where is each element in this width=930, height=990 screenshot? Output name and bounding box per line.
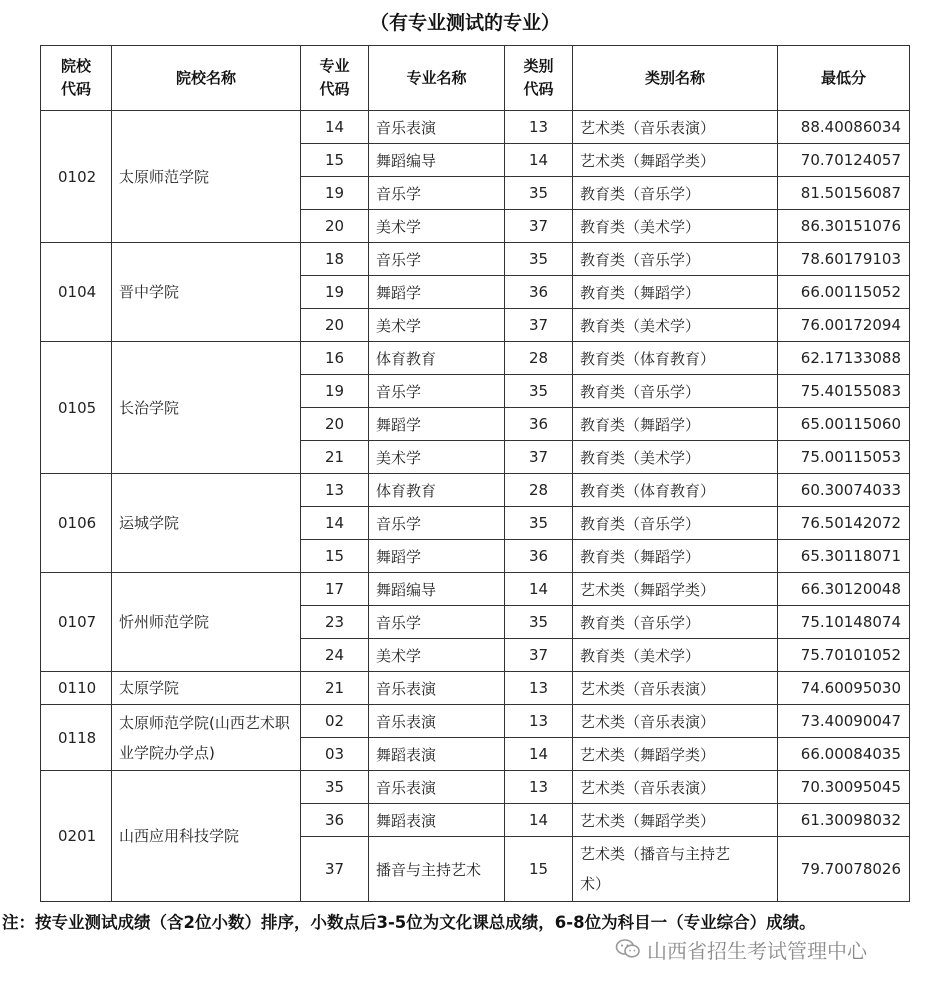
category-code-cell: 15 bbox=[505, 837, 573, 902]
school-code-cell: 0110 bbox=[41, 672, 112, 705]
category-code-cell: 36 bbox=[505, 540, 573, 573]
major-code-cell: 23 bbox=[301, 606, 369, 639]
category-name-cell: 教育类（美术学） bbox=[573, 441, 778, 474]
category-code-cell: 14 bbox=[505, 144, 573, 177]
category-name-cell: 教育类（美术学） bbox=[573, 210, 778, 243]
school-code-cell: 0107 bbox=[41, 573, 112, 672]
school-code-cell: 0104 bbox=[41, 243, 112, 342]
category-code-cell: 14 bbox=[505, 804, 573, 837]
school-name-cell: 长治学院 bbox=[112, 342, 301, 474]
category-name-cell: 艺术类（舞蹈学类） bbox=[573, 573, 778, 606]
school-name-cell: 山西应用科技学院 bbox=[112, 771, 301, 902]
major-name-cell: 舞蹈编导 bbox=[369, 144, 505, 177]
school-name-cell: 太原师范学院 bbox=[112, 111, 301, 243]
major-code-cell: 24 bbox=[301, 639, 369, 672]
min-score-cell: 76.50142072 bbox=[778, 507, 910, 540]
major-code-cell: 15 bbox=[301, 144, 369, 177]
min-score-cell: 66.00115052 bbox=[778, 276, 910, 309]
school-name-cell: 太原师范学院(山西艺术职业学院办学点) bbox=[112, 705, 301, 771]
major-name-cell: 音乐表演 bbox=[369, 672, 505, 705]
major-name-cell: 播音与主持艺术 bbox=[369, 837, 505, 902]
major-code-cell: 18 bbox=[301, 243, 369, 276]
category-code-cell: 14 bbox=[505, 738, 573, 771]
category-name-cell: 教育类（音乐学） bbox=[573, 606, 778, 639]
min-score-cell: 65.30118071 bbox=[778, 540, 910, 573]
min-score-cell: 60.30074033 bbox=[778, 474, 910, 507]
major-code-cell: 13 bbox=[301, 474, 369, 507]
major-name-cell: 舞蹈学 bbox=[369, 408, 505, 441]
category-code-cell: 35 bbox=[505, 507, 573, 540]
major-code-cell: 14 bbox=[301, 507, 369, 540]
category-name-cell: 教育类（体育教育） bbox=[573, 474, 778, 507]
category-code-cell: 36 bbox=[505, 276, 573, 309]
min-score-cell: 73.40090047 bbox=[778, 705, 910, 738]
category-code-cell: 37 bbox=[505, 309, 573, 342]
category-code-cell: 13 bbox=[505, 705, 573, 738]
major-code-cell: 19 bbox=[301, 276, 369, 309]
footnote: 注：按专业测试成绩（含2位小数）排序，小数点后3-5位为文化课总成绩，6-8位为科目一（专业综合）成绩。 bbox=[2, 913, 816, 932]
min-score-cell: 61.30098032 bbox=[778, 804, 910, 837]
major-code-cell: 14 bbox=[301, 111, 369, 144]
min-score-cell: 62.17133088 bbox=[778, 342, 910, 375]
major-name-cell: 音乐学 bbox=[369, 606, 505, 639]
major-code-cell: 20 bbox=[301, 408, 369, 441]
min-score-cell: 86.30151076 bbox=[778, 210, 910, 243]
school-name-cell: 运城学院 bbox=[112, 474, 301, 573]
min-score-cell: 75.00115053 bbox=[778, 441, 910, 474]
header-category-code: 类别 代码 bbox=[505, 46, 573, 111]
min-score-cell: 70.30095045 bbox=[778, 771, 910, 804]
category-name-cell: 教育类（美术学） bbox=[573, 309, 778, 342]
major-name-cell: 美术学 bbox=[369, 309, 505, 342]
major-code-cell: 03 bbox=[301, 738, 369, 771]
major-name-cell: 音乐学 bbox=[369, 177, 505, 210]
major-code-cell: 16 bbox=[301, 342, 369, 375]
table-row bbox=[41, 672, 910, 705]
major-name-cell: 美术学 bbox=[369, 441, 505, 474]
category-name-cell: 教育类（舞蹈学） bbox=[573, 276, 778, 309]
category-code-cell: 37 bbox=[505, 639, 573, 672]
major-name-cell: 舞蹈学 bbox=[369, 276, 505, 309]
category-name-cell: 教育类（舞蹈学） bbox=[573, 540, 778, 573]
watermark-text: 山西省招生考试管理中心 bbox=[647, 938, 867, 963]
major-code-cell: 19 bbox=[301, 177, 369, 210]
major-name-cell: 体育教育 bbox=[369, 474, 505, 507]
page-title: （有专业测试的专业） bbox=[369, 12, 560, 34]
min-score-cell: 75.40155083 bbox=[778, 375, 910, 408]
category-code-cell: 35 bbox=[505, 177, 573, 210]
min-score-cell: 66.30120048 bbox=[778, 573, 910, 606]
category-code-cell: 37 bbox=[505, 210, 573, 243]
table-header-row bbox=[41, 46, 910, 111]
school-code-cell: 0105 bbox=[41, 342, 112, 474]
major-code-cell: 20 bbox=[301, 210, 369, 243]
major-code-cell: 20 bbox=[301, 309, 369, 342]
category-name-cell: 艺术类（舞蹈学类） bbox=[573, 738, 778, 771]
min-score-cell: 75.70101052 bbox=[778, 639, 910, 672]
category-code-cell: 28 bbox=[505, 342, 573, 375]
category-name-cell: 艺术类（舞蹈学类） bbox=[573, 144, 778, 177]
major-name-cell: 舞蹈编导 bbox=[369, 573, 505, 606]
major-name-cell: 音乐表演 bbox=[369, 705, 505, 738]
min-score-cell: 78.60179103 bbox=[778, 243, 910, 276]
min-score-cell: 66.00084035 bbox=[778, 738, 910, 771]
min-score-cell: 70.70124057 bbox=[778, 144, 910, 177]
header-school-code: 院校 代码 bbox=[41, 46, 112, 111]
major-code-cell: 15 bbox=[301, 540, 369, 573]
table-row bbox=[41, 474, 910, 507]
major-name-cell: 音乐学 bbox=[369, 507, 505, 540]
major-name-cell: 音乐表演 bbox=[369, 111, 505, 144]
major-code-cell: 19 bbox=[301, 375, 369, 408]
school-name-cell: 忻州师范学院 bbox=[112, 573, 301, 672]
category-name-cell: 教育类（体育教育） bbox=[573, 342, 778, 375]
major-code-cell: 21 bbox=[301, 441, 369, 474]
min-score-cell: 81.50156087 bbox=[778, 177, 910, 210]
category-name-cell: 艺术类（音乐表演） bbox=[573, 771, 778, 804]
category-code-cell: 35 bbox=[505, 606, 573, 639]
category-name-cell: 教育类（音乐学） bbox=[573, 177, 778, 210]
school-code-cell: 0201 bbox=[41, 771, 112, 902]
admission-score-table bbox=[40, 45, 910, 902]
school-name-cell: 太原学院 bbox=[112, 672, 301, 705]
table-row bbox=[41, 705, 910, 738]
major-name-cell: 舞蹈表演 bbox=[369, 738, 505, 771]
major-name-cell: 音乐学 bbox=[369, 375, 505, 408]
category-code-cell: 13 bbox=[505, 771, 573, 804]
school-code-cell: 0102 bbox=[41, 111, 112, 243]
school-code-cell: 0106 bbox=[41, 474, 112, 573]
category-code-cell: 13 bbox=[505, 111, 573, 144]
min-score-cell: 74.60095030 bbox=[778, 672, 910, 705]
category-name-cell: 艺术类（音乐表演） bbox=[573, 705, 778, 738]
category-name-cell: 教育类（舞蹈学） bbox=[573, 408, 778, 441]
major-code-cell: 36 bbox=[301, 804, 369, 837]
table-row bbox=[41, 342, 910, 375]
major-code-cell: 35 bbox=[301, 771, 369, 804]
header-major-code: 专业 代码 bbox=[301, 46, 369, 111]
school-name-cell: 晋中学院 bbox=[112, 243, 301, 342]
major-code-cell: 37 bbox=[301, 837, 369, 902]
category-name-cell: 艺术类（播音与主持艺术） bbox=[573, 837, 778, 902]
wechat-official-icon bbox=[615, 938, 641, 960]
category-code-cell: 28 bbox=[505, 474, 573, 507]
category-name-cell: 教育类（音乐学） bbox=[573, 243, 778, 276]
min-score-cell: 65.00115060 bbox=[778, 408, 910, 441]
major-name-cell: 舞蹈学 bbox=[369, 540, 505, 573]
table-row bbox=[41, 111, 910, 144]
min-score-cell: 79.70078026 bbox=[778, 837, 910, 902]
header-major-name: 专业名称 bbox=[369, 46, 505, 111]
major-name-cell: 音乐学 bbox=[369, 243, 505, 276]
category-name-cell: 教育类（美术学） bbox=[573, 639, 778, 672]
major-name-cell: 音乐表演 bbox=[369, 771, 505, 804]
category-code-cell: 35 bbox=[505, 375, 573, 408]
school-code-cell: 0118 bbox=[41, 705, 112, 771]
header-category-name: 类别名称 bbox=[573, 46, 778, 111]
table-row bbox=[41, 573, 910, 606]
category-name-cell: 教育类（音乐学） bbox=[573, 375, 778, 408]
header-school-name: 院校名称 bbox=[112, 46, 301, 111]
major-code-cell: 17 bbox=[301, 573, 369, 606]
min-score-cell: 76.00172094 bbox=[778, 309, 910, 342]
watermark bbox=[615, 934, 915, 964]
header-min-score: 最低分 bbox=[778, 46, 910, 111]
major-name-cell: 舞蹈表演 bbox=[369, 804, 505, 837]
min-score-cell: 75.10148074 bbox=[778, 606, 910, 639]
category-name-cell: 艺术类（音乐表演） bbox=[573, 111, 778, 144]
category-name-cell: 艺术类（舞蹈学类） bbox=[573, 804, 778, 837]
table-row bbox=[41, 771, 910, 804]
major-name-cell: 美术学 bbox=[369, 639, 505, 672]
table-row bbox=[41, 243, 910, 276]
category-name-cell: 教育类（音乐学） bbox=[573, 507, 778, 540]
category-code-cell: 13 bbox=[505, 672, 573, 705]
category-code-cell: 37 bbox=[505, 441, 573, 474]
category-code-cell: 36 bbox=[505, 408, 573, 441]
major-name-cell: 体育教育 bbox=[369, 342, 505, 375]
major-code-cell: 21 bbox=[301, 672, 369, 705]
major-name-cell: 美术学 bbox=[369, 210, 505, 243]
table-body bbox=[41, 111, 910, 902]
category-code-cell: 14 bbox=[505, 573, 573, 606]
major-code-cell: 02 bbox=[301, 705, 369, 738]
category-code-cell: 35 bbox=[505, 243, 573, 276]
category-name-cell: 艺术类（音乐表演） bbox=[573, 672, 778, 705]
min-score-cell: 88.40086034 bbox=[778, 111, 910, 144]
